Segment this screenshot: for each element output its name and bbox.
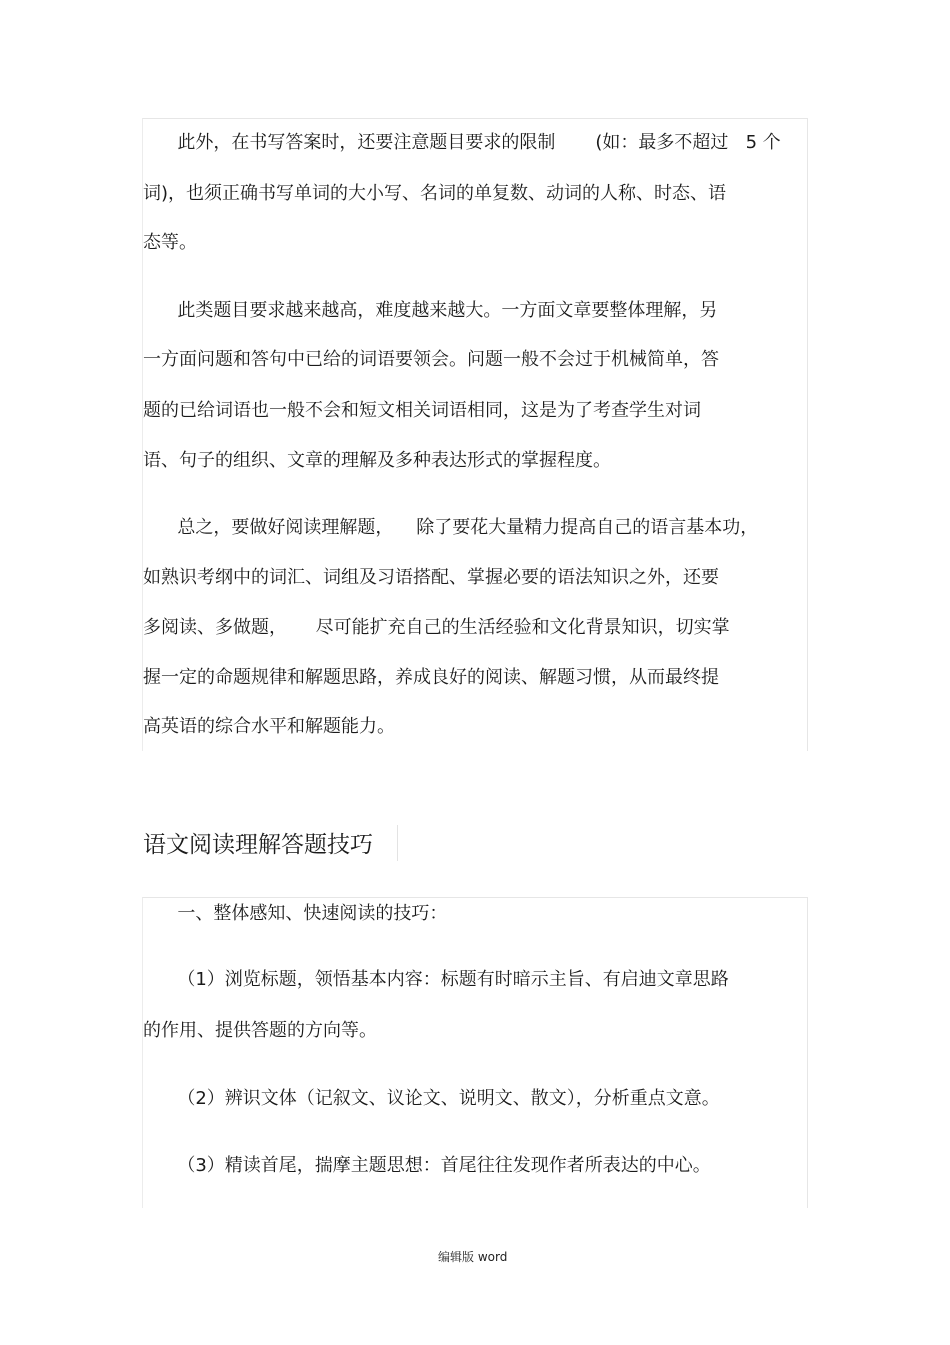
section-heading: 语文阅读理解答题技巧 (143, 832, 373, 858)
paragraph-line: 总之，要做好阅读理解题， 除了要花大量精力提高自己的语言基本功， (143, 517, 759, 538)
paragraph-line: 如熟识考纲中的词汇、词组及习语搭配、掌握必要的语法知识之外，还要 (143, 567, 719, 588)
paragraph-line: 多阅读、多做题， 尽可能扩充自己的生活经验和文化背景知识，切实掌 (143, 617, 730, 638)
paragraph-line: 此类题目要求越来越高，难度越来越大。一方面文章要整体理解，另 (143, 300, 718, 321)
paragraph-line: （1）浏览标题，领悟基本内容：标题有时暗示主旨、有启迪文章思路 (143, 969, 729, 990)
paragraph-line: 的作用、提供答题的方向等。 (143, 1020, 377, 1041)
paragraph-line: 语、句子的组织、文章的理解及多种表达形式的掌握程度。 (143, 450, 611, 471)
paragraph-line: （2）辨识文体（记叙文、议论文、说明文、散文），分析重点文意。 (143, 1088, 720, 1109)
paragraph-line: 高英语的综合水平和解题能力。 (143, 716, 395, 737)
paragraph-line: （3）精读首尾，揣摩主题思想：首尾往往发现作者所表达的中心。 (143, 1155, 711, 1176)
paragraph-line: 态等。 (143, 232, 197, 253)
paragraph-line: 握一定的命题规律和解题思路，养成良好的阅读、解题习惯，从而最终提 (143, 667, 719, 688)
paragraph-line: 题的已给词语也一般不会和短文相关词语相同，这是为了考查学生对词 (143, 400, 701, 421)
paragraph-line: 一、整体感知、快速阅读的技巧： (143, 903, 448, 924)
paragraph-line: 词)，也须正确书写单词的大小写、名词的单复数、动词的人称、时态、语 (143, 183, 727, 204)
text-frame-top (142, 118, 808, 751)
paragraph-line: 此外，在书写答案时，还要注意题目要求的限制 (如：最多不超过 5 个 (143, 132, 781, 153)
page-footer: 编辑版 word (438, 1250, 508, 1264)
heading-divider (397, 825, 398, 861)
paragraph-line: 一方面问题和答句中已给的词语要领会。问题一般不会过于机械简单，答 (143, 349, 719, 370)
